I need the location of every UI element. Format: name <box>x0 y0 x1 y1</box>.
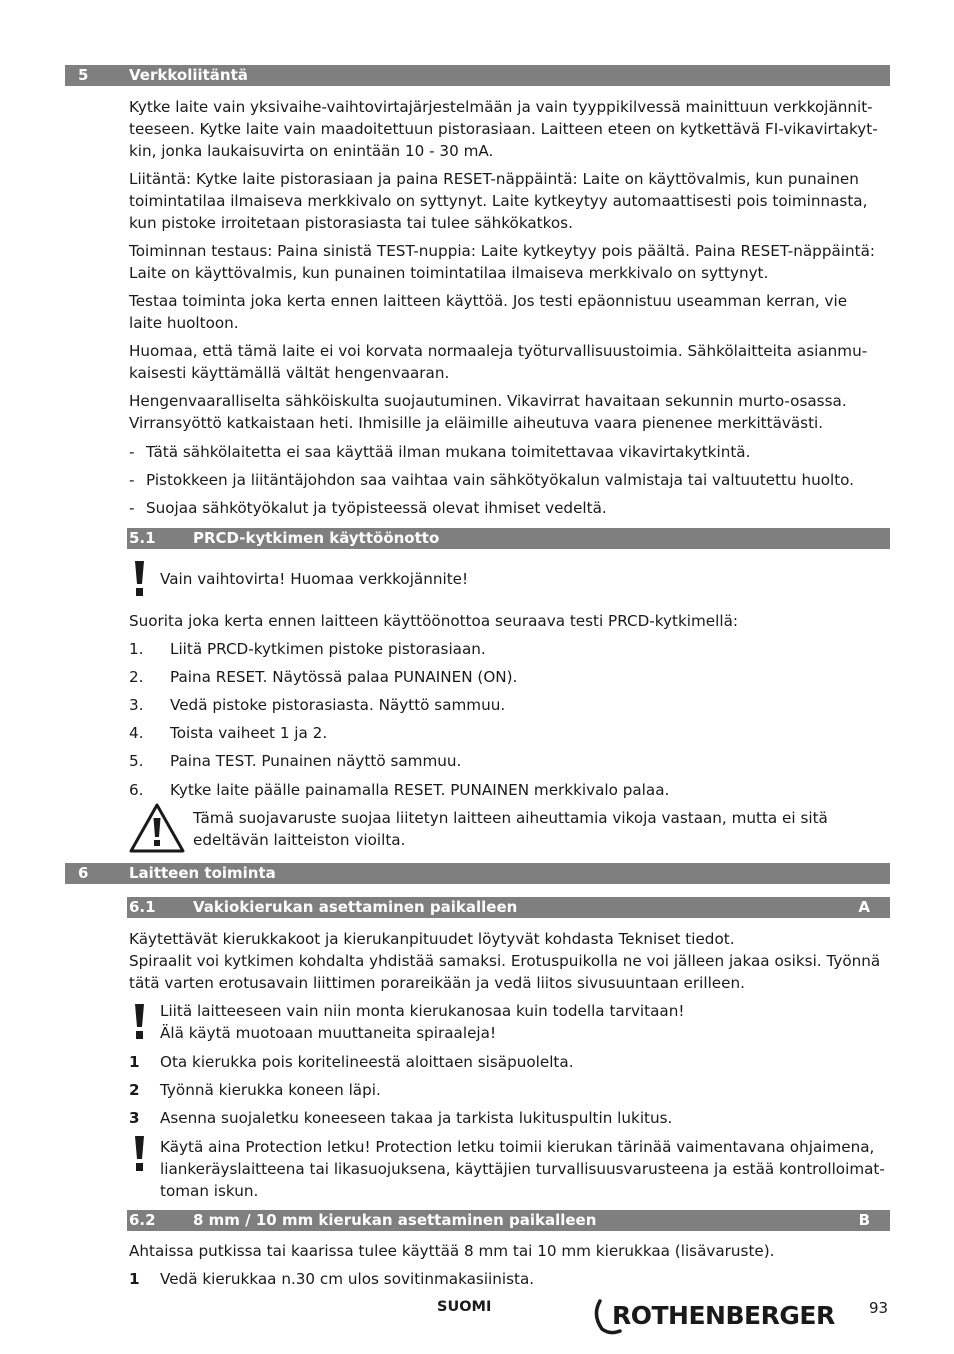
step-number: 6. <box>129 781 144 799</box>
note-text: liankeräyslaitteena tai likasuojuksena, käyttäjien turvallisuusvarusteena ja estää kontrolloimat- <box>160 1160 885 1178</box>
step-text: Vedä pistoke pistorasiasta. Näyttö sammuu. <box>170 696 506 714</box>
page-number: 93 <box>869 1299 889 1317</box>
section-5-1-header <box>127 528 890 549</box>
exclamation-icon <box>134 1004 145 1040</box>
section-6-1-header <box>127 897 890 918</box>
note-text: Älä käytä muotoaan muuttaneita spiraaleja! <box>160 1024 497 1042</box>
paragraph-line: kaisesti käyttämällä vältät hengenvaaran. <box>129 364 450 382</box>
warning-text: edeltävän laitteiston vioilta. <box>193 831 406 849</box>
section-title: Laitteen toiminta <box>129 864 276 882</box>
step-text: Ota kierukka pois koritelineestä aloittaen sisäpuolelta. <box>160 1053 574 1071</box>
exclamation-icon <box>134 561 145 597</box>
paragraph-line: Spiraalit voi kytkimen kohdalta yhdistää samaksi. Erotuspuikolla ne voi jälleen jakaa osiksi. Työnnä <box>129 952 881 970</box>
section-number: 6.1 <box>129 898 156 916</box>
paragraph-line: Liitäntä: Kytke laite pistorasiaan ja paina RESET-näppäintä: Laite on käyttövalmis, kun punainen <box>129 170 859 188</box>
paragraph-line: Hengenvaaralliselta sähköiskulta suojautuminen. Vikavirrat havaitaan sekunnin murto-osassa. <box>129 392 847 410</box>
section-number: 5 <box>78 66 89 84</box>
section-6-header <box>65 863 890 884</box>
step-text: Paina TEST. Punainen näyttö sammuu. <box>170 752 462 770</box>
exclamation-icon <box>134 1136 145 1172</box>
step-number: 1 <box>129 1270 140 1288</box>
brand-logo <box>590 1295 850 1339</box>
section-5-header <box>65 65 890 86</box>
step-text: Vedä kierukkaa n.30 cm ulos sovitinmakasiinista. <box>160 1270 535 1288</box>
paragraph-line: Laite on käyttövalmis, kun punainen toimintatilaa ilmaiseva merkkivalo on syttynyt. <box>129 264 769 282</box>
figure-reference: B <box>858 1211 870 1229</box>
step-number: 1. <box>129 640 144 658</box>
bullet-item: Tätä sähkölaitetta ei saa käyttää ilman mukana toimitettavaa vikavirtakytkintä. <box>146 443 751 461</box>
paragraph-line: toimintatilaa ilmaiseva merkkivalo on syttynyt. Laite kytkeytyy automaattisesti pois toiminnasta, <box>129 192 868 210</box>
paragraph-line: Suorita joka kerta ennen laitteen käyttöönottoa seuraava testi PRCD-kytkimellä: <box>129 612 738 630</box>
bullet-mark: - <box>129 471 135 489</box>
paragraph-line: kin, jonka laukaisuvirta on enintään 10 - 30 mA. <box>129 142 494 160</box>
step-number: 3 <box>129 1109 140 1127</box>
note-text: toman iskun. <box>160 1182 259 1200</box>
paragraph-line: Virransyöttö katkaistaan heti. Ihmisille ja eläimille aiheutuva vaara pienenee merkittävästi. <box>129 414 824 432</box>
paragraph-line: Testaa toiminta joka kerta ennen laitteen käyttöä. Jos testi epäonnistuu useamman kerran, vie <box>129 292 848 310</box>
section-title: PRCD-kytkimen käyttöönotto <box>193 529 440 547</box>
paragraph-line: Käytettävät kierukkakoot ja kierukanpituudet löytyvät kohdasta Tekniset tiedot. <box>129 930 735 948</box>
step-text: Paina RESET. Näytössä palaa PUNAINEN (ON). <box>170 668 518 686</box>
paragraph-line: Kytke laite vain yksivaihe-vaihtovirtajärjestelmään ja vain tyyppikilvessä mainittuun verkkojännit- <box>129 98 873 116</box>
section-title: Verkkoliitäntä <box>129 66 248 84</box>
section-number: 6.2 <box>129 1211 156 1229</box>
section-number: 6 <box>78 864 89 882</box>
paragraph-line: kun pistoke irroitetaan pistorasiasta tai tulee sähkökatkos. <box>129 214 573 232</box>
brand-logo-mark <box>590 1295 850 1335</box>
bullet-mark: - <box>129 443 135 461</box>
warning-triangle-icon <box>128 802 186 854</box>
section-number: 5.1 <box>129 529 156 547</box>
paragraph-line: Ahtaissa putkissa tai kaarissa tulee käyttää 8 mm tai 10 mm kierukkaa (lisävaruste). <box>129 1242 775 1260</box>
paragraph-line: teeseen. Kytke laite vain maadoitettuun pistorasiaan. Laitteen eteen on kytkettävä FI-vikavirtakyt- <box>129 120 878 138</box>
step-number: 2 <box>129 1081 140 1099</box>
paragraph-line: tätä varten erotusavain liittimen porareikään ja vedä liitos sivusuuntaan erilleen. <box>129 974 745 992</box>
note-text: Käytä aina Protection letku! Protection letku toimii kierukan tärinää vaimentavana ohjaimena, <box>160 1138 875 1156</box>
brand-name: ROTHENBERGER <box>612 1301 835 1330</box>
bullet-item: Pistokkeen ja liitäntäjohdon saa vaihtaa vain sähkötyökalun valmistaja tai valtuutettu huolto. <box>146 471 855 489</box>
step-number: 1 <box>129 1053 140 1071</box>
step-text: Liitä PRCD-kytkimen pistoke pistorasiaan. <box>170 640 486 658</box>
bullet-mark: - <box>129 499 135 517</box>
bullet-item: Suojaa sähkötyökalut ja työpisteessä olevat ihmiset vedeltä. <box>146 499 607 517</box>
step-number: 2. <box>129 668 144 686</box>
note-text: Vain vaihtovirta! Huomaa verkkojännite! <box>160 570 469 588</box>
warning-text: Tämä suojavaruste suojaa liitetyn laitteen aiheuttamia vikoja vastaan, mutta ei sitä <box>193 809 828 827</box>
paragraph-line: Toiminnan testaus: Paina sinistä TEST-nuppia: Laite kytkeytyy pois päältä. Paina RESET-näppäintä: <box>129 242 875 260</box>
note-text: Liitä laitteeseen vain niin monta kierukanosaa kuin todella tarvitaan! <box>160 1002 685 1020</box>
paragraph-line: Huomaa, että tämä laite ei voi korvata normaaleja työturvallisuustoimia. Sähkölaitteita asianmu- <box>129 342 868 360</box>
figure-reference: A <box>858 898 870 916</box>
step-text: Työnnä kierukka koneen läpi. <box>160 1081 381 1099</box>
step-number: 5. <box>129 752 144 770</box>
step-text: Toista vaiheet 1 ja 2. <box>170 724 328 742</box>
step-text: Asenna suojaletku koneeseen takaa ja tarkista lukituspultin lukitus. <box>160 1109 673 1127</box>
section-title: Vakiokierukan asettaminen paikalleen <box>193 898 518 916</box>
step-number: 3. <box>129 696 144 714</box>
step-number: 4. <box>129 724 144 742</box>
footer-language: SUOMI <box>437 1299 492 1315</box>
step-text: Kytke laite päälle painamalla RESET. PUNAINEN merkkivalo palaa. <box>170 781 670 799</box>
section-title: 8 mm / 10 mm kierukan asettaminen paikalleen <box>193 1211 597 1229</box>
section-6-2-header <box>127 1210 890 1231</box>
paragraph-line: laite huoltoon. <box>129 314 239 332</box>
